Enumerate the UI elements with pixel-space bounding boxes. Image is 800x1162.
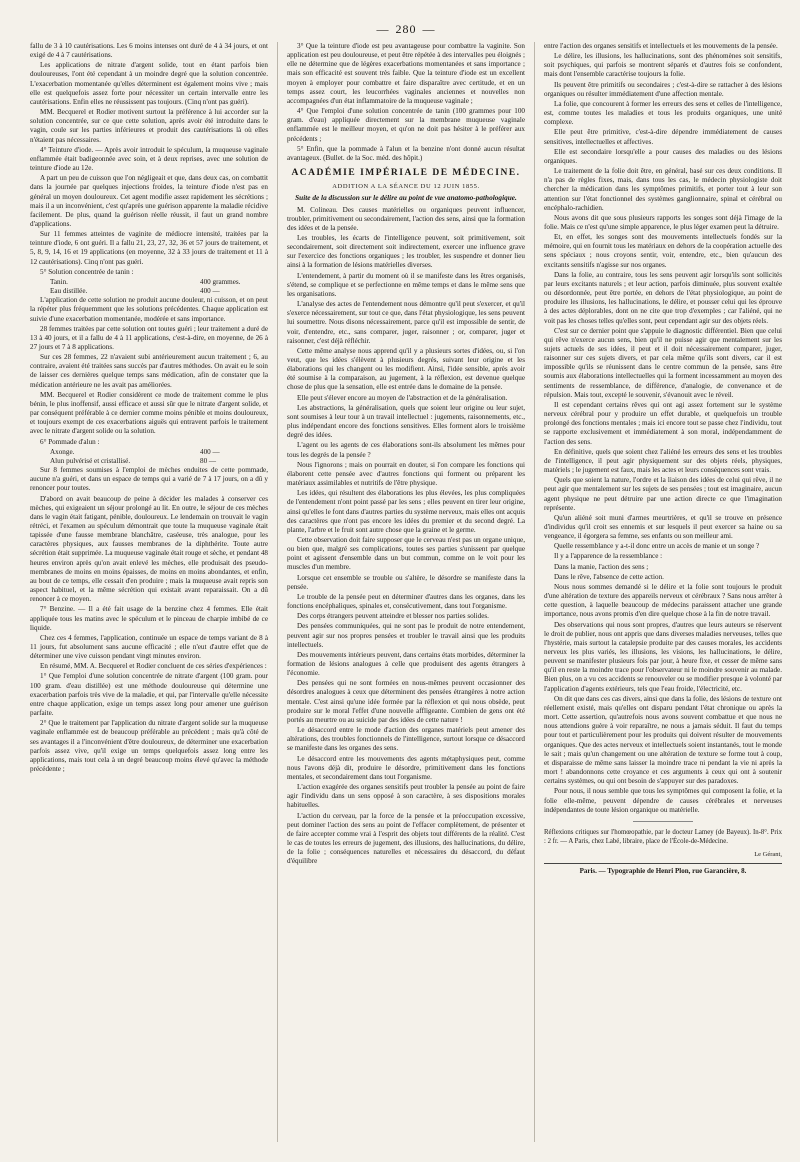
paragraph: 28 femmes traitées par cette solution ont toutes guéri ; leur traitement a duré de 13 à 40 jours, et il a fallu de 4 à 11 applications, c'est-à-dire, en moyenne, de 26 à 27 jours et 7 à 8 applications. <box>30 324 268 351</box>
paragraph: Quels que soient la nature, l'ordre et la liaison des idées de celui qui rêve, il ne peut agir que mentalement sur les sujets de ses pensées ; tout est imaginaire, aucun agent physique ne peut détruire par une action directe ce que l'imagination représente. <box>544 476 782 512</box>
paragraph: Qu'un aliéné soit muni d'armes meurtrières, et qu'il se trouve en présence d'individus qu'il croit ses ennemis et sur lesquels il peut exercer sa haine ou sa vengeance, il égorgera sa femme, ses enfants ou son meilleur ami. <box>544 513 782 541</box>
paragraph: Le désaccord entre les mouvements des agents métaphysiques peut, comme nous l'avons déjà dit, produire le désordre, primitivement dans les fonctions mentales, et secondairement dans tout l'organisme. <box>287 754 525 781</box>
paragraph: A part un peu de cuisson que l'on négligeait et que, dans deux cas, on combattit dans la journée par quelques injections froides, la teinture d'iode n'est pas en général un moyen douloureux. Cet agent modifie assez rapidement les sécrétions ; mais il a un inconvénient, c'est qu'après une guérison apparente la maladie récidive facilement. De plus, quand la guérison réelle réussit, il faut un grand nombre d'applications. <box>30 174 268 228</box>
paragraph: Le délire, les illusions, les hallucinations, sont des phénomènes soit sensitifs, soit psychiques, qui parfois se montrent séparés et d'autres fois se confondent, mais dont l'ensemble caractérise toujours la folie. <box>544 52 782 79</box>
printer-imprint: Paris. — Typographie de Henri Plon, rue Garancière, 8. <box>544 863 782 876</box>
recipe-item: Eau distillée. <box>50 287 88 296</box>
paragraph: Il y a l'apparence de la ressemblance : <box>554 552 663 561</box>
paragraph: D'abord on avait beaucoup de peine à décider les malades à conserver ces mèches, qui exigeaient un séjour prolongé au lit. En outre, le séjour de ces mèches dans le vagin était fatigant, pénible, douloureux. Le lendemain on trouvait le vagin rétréci, et l'examen au spéculum démontrait que toute la muqueuse vaginale était tapissée d'une fausse membrane blanchâtre, caséeuse, très analogue, pour les caractères physiques, aux fausses membranes de la diphthérite. Toute autre sécrétion était supprimée. La muqueuse vaginale était rouge et sèche, et pendant 48 heures environ après qu'on avait enlevé les mèches, elle produisait des pseudo-membranes de moins en moins épaisses, de moins en moins abondantes, et enfin, au bout de ce temps, elle cessait d'en produire ; mais la muqueuse avait repris son aspect habituel, et la même sécrétion qui existait avant reparaissait. On a dû renoncer à ce moyen. <box>30 494 268 604</box>
newspaper-page <box>30 22 782 1146</box>
paragraph: 6° Pommade d'alun : <box>40 437 100 446</box>
recipe-row <box>30 448 268 457</box>
column-middle <box>287 42 525 1142</box>
paragraph: 5° Solution concentrée de tanin : <box>40 267 134 276</box>
paragraph: 3° Que la teinture d'iode est peu avantageuse pour combattre la vaginite. Son application est peu douloureuse, et peut être répétée à des intervalles peu éloignés ; elle ne détermine que de légères exacerbations momentanées et sans importance ; mais son efficacité est souvent très faible. Que la teinture d'iode est un excellent moyen à employer pour combattre et faire disparaître avec certitude, et en un temps assez court, les leucorrhées vaginales anciennes et nouvelles non accompagnées d'un état inflammatoire de la muqueuse vaginale ; <box>287 42 525 105</box>
paragraph: Les applications de nitrate d'argent solide, tout en étant parfois bien douloureuses, l'ont été cependant à un moindre degré que la solution concentrée. L'exacerbation momentanée qu'elles déterminent est également moins vive ; mais elle est quelquefois assez forte pour nécessiter un certain intervalle entre les cautérisations. Enfin elles ne réussissent pas toujours. (Cinq n'ont pas guéri). <box>30 61 268 106</box>
paragraph: Et, en effet, les songes sont des mouvements intellectuels fondés sur la mémoire, qui en fournit tous les matériaux en dehors de la coopération actuelle des sens spéciaux ; nous croyons sentir, voir, entendre, etc., bien qu'aucun des excitants sensitifs n'agisse sur nos organes. <box>544 233 782 269</box>
paragraph: Ils peuvent être primitifs ou secondaires ; c'est-à-dire se rattacher à des lésions organiques ou résulter immédiatement d'une affection mentale. <box>544 80 782 98</box>
paragraph: L'action exagérée des organes sensitifs peut troubler la pensée au point de faire agir l'individu dans un sens opposé à son caractère, à ses dispositions morales habituelles. <box>287 783 525 810</box>
paragraph: fallu de 3 à 10 cautérisations. Les 6 moins intenses ont duré de 4 à 34 jours, et ont exigé de 4 à 7 cautérisations. <box>30 42 268 60</box>
paragraph: C'est sur ce dernier point que s'appuie le diagnostic différentiel. Bien que celui qui rêve n'exerce aucun sens, bien qu'il ne puisse agir que mentalement sur les sujets actuels de ses idées, il peut et il doit nécessairement comparer, juger, raisonner sur ces sujets divers, et par cela même qu'ils sont divers, car il est impossible qu'ils se réunissent dans le centre commun de la pensée, sans être soumis aux élaborations intellectuelles qui la forment incessamment au moyen des sentiments de ressemblance, de différence, d'analogie, de convenance et de répulsion. Mais tout, excepté le souvenir, s'évanouit avec le réveil. <box>544 326 782 399</box>
paragraph: 5° Enfin, que la pommade à l'alun et la benzine n'ont donné aucun résultat avantageux. (Bullet. de la Soc. méd. des hôpit.) <box>287 144 525 162</box>
paragraph: 2° Que le traitement par l'application du nitrate d'argent solide sur la muqueuse vaginale enflammée est de beaucoup préférable au précédent ; mais qu'à côté de ses avantages il a l'inconvénient d'être douloureux, de déterminer une exacerbation parfois assez vive, qu'il exige un temps quelquefois assez long entre les applications, mais tout cela à un degré beaucoup moins élevé qu'avec la méthode précédente ; <box>30 719 268 774</box>
seance-addition: ADDITION A LA SÉANCE DU 12 JUIN 1855. <box>332 183 480 191</box>
paragraph: M. Colineau. Des causes matérielles ou organiques peuvent influencer, troubler, primitivement ou secondairement, l'action des sens, ainsi que la formation des idées et de la pensée. <box>287 205 525 232</box>
paragraph: Sur ces 28 femmes, 22 n'avaient subi antérieurement aucun traitement ; 6, au contraire, avaient été traitées sans succès par d'autres méthodes. On avait eu le soin de laisser ces dernières quelque temps sans médication, afin de constater que la médication antérieure ne les avait pas améliorées. <box>30 353 268 389</box>
column-rule <box>534 42 535 1142</box>
recipe-item: Alun pulvérisé et cristallisé. <box>50 456 131 465</box>
paragraph: La folie, que concourent à former les erreurs des sens et celles de l'intelligence, est, comme toutes les maladies et tous les produits organiques, une unité complexe. <box>544 99 782 127</box>
alun-recipe-table <box>30 448 268 466</box>
paragraph: Lorsque cet ensemble se trouble ou s'altère, le désordre se manifeste dans la pensée. <box>287 573 525 591</box>
paragraph: Dans le rêve, l'absence de cette action. <box>554 572 664 581</box>
paragraph: Les idées, qui résultent des élaborations les plus élevées, les plus compliquées de l'entendement n'ont point passé par les sens ; elles peuvent en tirer leur origine, ainsi qu'elles le font dans d'autres parties du système nerveux, mais elles ont acquis des caractères que n'ont pas encore les idées du premier et du second degré. La plante, l'arbre et le fruit sont autre chose que la graine et le germe. <box>287 489 525 534</box>
discussion-subtitle: Suite de la discussion sur le délire au point de vue anatomo-pathologique. <box>295 193 517 203</box>
paragraph: 4° Teinture d'iode. — Après avoir introduit le spéculum, la muqueuse vaginale enflammée était badigeonnée avec soin, et à deux reprises, avec une solution de teinture d'iode au 12e. <box>30 145 268 173</box>
paragraph: Le trouble de la pensée peut en déterminer d'autres dans les organes, dans les fonctions encéphaliques, spinales et, consécutivement, dans tout l'organisme. <box>287 592 525 611</box>
paragraph: MM. Becquerel et Rodier considèrent ce mode de traitement comme le plus bénin, le plus inoffensif, aussi efficace et aussi sûr que le nitrate d'argent solide, et par conséquent préférable à ce dernier comme moins pénible et moins douloureux, et toujours exempt de ces exacerbations aiguës qui entravent parfois le traitement avec le nitrate d'argent solide ou la solution. <box>30 390 268 436</box>
recipe-item: Axonge. <box>50 447 75 456</box>
paragraph: Cette même analyse nous apprend qu'il y a plusieurs sortes d'idées, ou, si l'on veut, que les idées s'élèvent à plusieurs degrés, suivant leur origine et les élaborations qui les changent ou les modifient. Ainsi, l'idée sensible, après avoir été soumise à la comparaison, au jugement, à la réflexion, est devenue quelque chose de plus que la sensation, elle est entrée dans le domaine de la pensée. <box>287 346 525 392</box>
text-columns <box>30 42 782 1146</box>
paragraph: 1° Que l'emploi d'une solution concentrée de nitrate d'argent (100 gram. pour 100 gram. d'eau distillée) est une méthode douloureuse qui détermine une exacerbation parfois très vive de la maladie, et qui, par l'intervalle qu'elle nécessite entre chaque application, exige un temps assez long pour amener une guérison parfaite. <box>30 672 268 718</box>
column-left <box>30 42 268 1142</box>
paragraph: Des mouvements intérieurs peuvent, dans certains états morbides, déterminer la formation de lésions analogues à celle que produisent des agents étrangers à l'économie. <box>287 650 525 678</box>
paragraph: Des corps étrangers peuvent atteindre et blesser nos parties solides. <box>297 612 489 621</box>
paragraph: Elle peut s'élever encore au moyen de l'abstraction et de la généralisation. <box>297 393 508 402</box>
tanin-recipe-table <box>30 278 268 296</box>
paragraph: L'application de cette solution ne produit aucune douleur, ni cuisson, et on peut la répéter plus fréquemment que les solutions précédentes. Chaque application est suivie d'une exacerbation momentanée, modérée et sans importance. <box>30 296 268 323</box>
paragraph: Dans la manie, l'action des sens ; <box>554 562 649 571</box>
paragraph: L'entendement, à partir du moment où il se manifeste dans les êtres organisés, s'étend, se complique et se perfectionne en même temps et dans le même sens que les organisations. <box>287 271 525 298</box>
academie-heading: ACADÉMIE IMPÉRIALE DE MÉDECINE. <box>291 168 521 179</box>
paragraph: Le désaccord entre le mode d'action des organes matériels peut amener des altérations, des troubles fonctionnels de l'intelligence, surtout lorsque ce désaccord se manifeste dans les organes des sens. <box>287 726 525 753</box>
page-number: — 280 — <box>30 22 782 37</box>
paragraph: Quelle ressemblance y a-t-il donc entre un accès de manie et un songe ? <box>554 542 760 551</box>
paragraph: Les troubles, les écarts de l'intelligence peuvent, soit primitivement, soit secondairement, soit directement soit indirectement, exercer une influence grave sur l'exercice des fonctions organiques ; les troubler, les suspendre et donner lieu ainsi à la formation de lésions matérielles diverses. <box>287 233 525 270</box>
paragraph: Nous nous sommes demandé si le délire et la folie sont toujours le produit d'une altération de texture des appareils nerveux et cérébraux ? Sans nous arrêter à cette question, à laquelle beaucoup de médecins paraissent attacher une grande importance, nous avons promis d'en dire quelque chose à la fin de notre travail. <box>544 582 782 619</box>
paragraph: Le traitement de la folie doit être, en général, basé sur ces deux conditions. Il n'a pas de règles fixes, mais, dans tous les cas, le médecin physiologiste doit chercher la médication dans les symptômes primitifs, et porter tout à leur son attention sur l'état fonctionnel des systèmes ganglionnaire, spinal et cérébral ou encéphalo-rachidien. <box>544 167 782 212</box>
paragraph: Elle peut être primitive, c'est-à-dire dépendre immédiatement de causes sensitives, intellectuelles et affectives. <box>544 128 782 146</box>
paragraph: L'analyse des actes de l'entendement nous démontre qu'il peut s'exercer, et qu'il s'exerce nécessairement, sur tout ce que, dans l'état physiologique, les sens peuvent lui soumettre. Nous disons nécessairement, parce qu'il est impossible de sentir, de voir, d'entendre, etc., sans comparer, juger, raisonner ; or, comparer, juger et raisonner, c'est déjà réfléchir. <box>287 300 525 345</box>
recipe-row <box>30 457 268 466</box>
paragraph: 7° Benzine. — Il a été fait usage de la benzine chez 4 femmes. Elle était appliquée tous les matins avec le spéculum et le pinceau de charpie imbibé de ce liquide. <box>30 605 268 632</box>
paragraph: En résumé, MM. A. Becquerel et Rodier concluent de ces séries d'expériences : <box>40 662 267 671</box>
paragraph: Dans la folie, au contraire, tous les sens peuvent agir lorsqu'ils sont sollicités par leurs excitants naturels ; et leur action, parfois diminuée, plus souvent exaltée ou désordonnée, peut être portée, en dehors de l'état physiologique, au point de produire les illusions, les hallucinations, le délire, et pousser celui qui les éprouve à des actes déplorables, dont on ne cite que trop d'exemples ; car l'aliéné, qui ne voit pas les choses telles qu'elles sont, peut cependant agir sur des objets réels. <box>544 270 782 325</box>
recipe-item: Tanin. <box>50 277 68 286</box>
paragraph: Sur 11 femmes atteintes de vaginite de médiocre intensité, traitées par la teinture d'iode, 6 ont guéri. Il a fallu 21, 23, 27, 32, 36 et 57 jours de traitement, et 5, 8, 9, 14, 16 et 19 applications (en moyenne, 32 à 33 jours de traitement et 11 à 12 cautérisations). Cinq n'ont pas guéri. <box>30 230 268 266</box>
paragraph: Des pensées qui ne sont formées en nous-mêmes peuvent occasionner des désordres analogues à ceux que déterminent des pensées étrangères à notre action mentale. C'est ainsi qu'une idée formée par la réflexion et qui nous obsède, peut produire sur le moral l'effet d'une nouvelle affligeante. Combien de gens ont été portés au meurtre ou au suicide par des idées de cette nature ! <box>287 679 525 724</box>
paragraph: Des pensées communiquées, qui ne sont pas le produit de notre entendement, peuvent agir sur nos propres pensées et troubler le travail ainsi que les produits intellectuels. <box>287 622 525 649</box>
separator-line <box>633 821 693 822</box>
column-right <box>544 42 782 1142</box>
paragraph: Les abstractions, la généralisation, quels que soient leur origine ou leur sujet, sont soumises à leur tour à un travail intellectuel : jugements, raisonnements, etc., plus indépendant encore des fonctions sensitives. Elles forment alors le troisième degré des idées. <box>287 403 525 440</box>
bibliography-note: Réflexions critiques sur l'homœopathie, par le docteur Lamey (de Bayeux). In-8°. Prix : 2 fr. — A Paris, chez Labé, libraire, place de l'École-de-Médecine. <box>544 828 782 845</box>
paragraph: MM. Becquerel et Rodier motivent surtout la préférence à lui accorder sur la solution concentrée, sur ce que cette solution, après avoir été introduite dans le vagin, coule sur les parties inférieures et produit des cautérisations là où elles n'étaient pas nécessaires. <box>30 108 268 144</box>
paragraph: En définitive, quels que soient chez l'aliéné les erreurs des sens et les troubles de l'intelligence, il peut agir physiquement sur des objets réels, physiques, matériels ; le jugement est faux, mais les actes et leurs conséquences sont vrais. <box>544 447 782 475</box>
recipe-quantity: 400 — <box>200 447 220 456</box>
paragraph: Il est cependant certains rêves qui ont agi assez fortement sur le système nerveux cérébral pour y produire un effet durable, et quelquefois un trouble prolongé des fonctions mentales ; mais ici encore tout se passe chez l'individu, tout se rapporte exclusivement et immédiatement à son moral, indépendamment de l'action des sens. <box>544 400 782 446</box>
recipe-quantity: 400 grammes. <box>200 277 241 286</box>
column-rule <box>277 42 278 1142</box>
paragraph: L'action du cerveau, par la force de la pensée et la préoccupation excessive, peut dominer l'action des sens au point de l'effacer complètement, de présenter et de faire accepter comme vrai à l'esprit des objets tout différents de la réalité. C'est le cas de toutes les erreurs de jugement, des illusions, des hallucinations, du délire, de la folie ; conséquences naturelles et nécessaires du désaccord, du défaut d'équilibre <box>287 811 525 866</box>
paragraph: 4° Que l'emploi d'une solution concentrée de tanin (100 grammes pour 100 gram. d'eau) appliquée directement sur la membrane muqueuse vaginale enflammée est le meilleur moyen, et qu'on ne doit pas hésiter à le préférer aux précédents ; <box>287 107 525 143</box>
recipe-quantity: 400 — <box>200 287 220 296</box>
paragraph: L'agent ou les agents de ces élaborations sont-ils absolument les mêmes pour tous les degrés de la pensée ? <box>287 441 525 459</box>
paragraph: Cette observation doit faire supposer que le cerveau n'est pas un organe unique, ou bien que, malgré ses complications, toutes ses parties s'unissent par quelque point et agissent d'ensemble dans un but commun, comme on le voit pour les muscles d'un membre. <box>287 535 525 572</box>
recipe-row <box>30 287 268 296</box>
paragraph: On dit que dans ces cas divers, ainsi que dans la folie, des lésions de texture ont réellement existé, mais qu'elles ont disparu pendant l'état chronique ou après la mort. Cette assertion, qu'autrefois nous avons souvent combattue et que nous ne nous attendions guère à voir reparaître, ne nous a jamais séduit. Il faut du temps pour tout et particulièrement pour les produits qui doivent résulter de mouvements organiques. Que des actes nerveux et intellectuels soient instantanés, tout le monde le sait ; mais qu'un changement ou une altération de texture se forme tout à coup, et disparaisse de même sans laisser la moindre trace ni pendant la vie ni après la mort ! abandonnons cette croyance et ces arguments à ceux qui ont à soutenir certains systèmes, ou qui ont besoin de s'appuyer sur des paradoxes. <box>544 694 782 786</box>
paragraph: Chez ces 4 femmes, l'application, continuée un espace de temps variant de 8 à 11 jours, fut absolument sans aucune efficacité ; elle n'eut d'autre effet que de déterminer une vive cuisson pendant vingt minutes environ. <box>30 633 268 661</box>
gerant-signature: Le Gérant, <box>754 851 782 859</box>
paragraph: Sur 8 femmes soumises à l'emploi de mèches enduites de cette pommade, aucune n'a guéri, et dans un espace de temps qui a varié de 7 à 17 jours, on a dû y renoncer pour toutes. <box>30 466 268 493</box>
paragraph: Nous avons dit que sous plusieurs rapports les songes sont déjà l'image de la folie. Mais ce n'est qu'une simple apparence, le plus léger examen peut la détruire. <box>544 213 782 231</box>
paragraph: entre l'action des organes sensitifs et intellectuels et les mouvements de la pensée. <box>544 42 778 50</box>
paragraph: Elle est secondaire lorsqu'elle a pour causes des maladies ou des lésions organiques. <box>544 147 782 165</box>
recipe-row <box>30 278 268 287</box>
paragraph: Pour nous, il nous semble que tous les symptômes qui composent la folie, et la folie elle-même, peuvent dépendre de causes cérébrales et nerveuses indépendantes de toute lésion organique ou matérielle. <box>544 787 782 814</box>
recipe-quantity: 80 — <box>200 456 217 465</box>
paragraph: Des observations qui nous sont propres, d'autres que leurs auteurs se réservent le droit de publier, nous ont appris que dans diverses maladies nerveuses, telles que l'hystérie, mais surtout la catalepsie produite par des causes morales, les accidents nerveux les plus variés, les illusions, les visions, les hallucinations, le délire, peuvent se manifester plusieurs fois par jour, à heure fixe, et cesser de même sans qu'il en reste la moindre trace pour l'observateur ni le moindre souvenir au malade. Bien plus, on a vu ces accidents se renouveler ou se modifier presque à volonté par l'application d'agents extérieurs, tels que l'eau froide, l'électricité, etc. <box>544 620 782 693</box>
paragraph: Nous l'ignorons ; mais on pourrait en douter, si l'on compare les fonctions qui élaborent cette pensée avec d'autres fonctions qui forment ou préparent les matériaux assimilables et nutritifs de l'être physique. <box>287 460 525 488</box>
